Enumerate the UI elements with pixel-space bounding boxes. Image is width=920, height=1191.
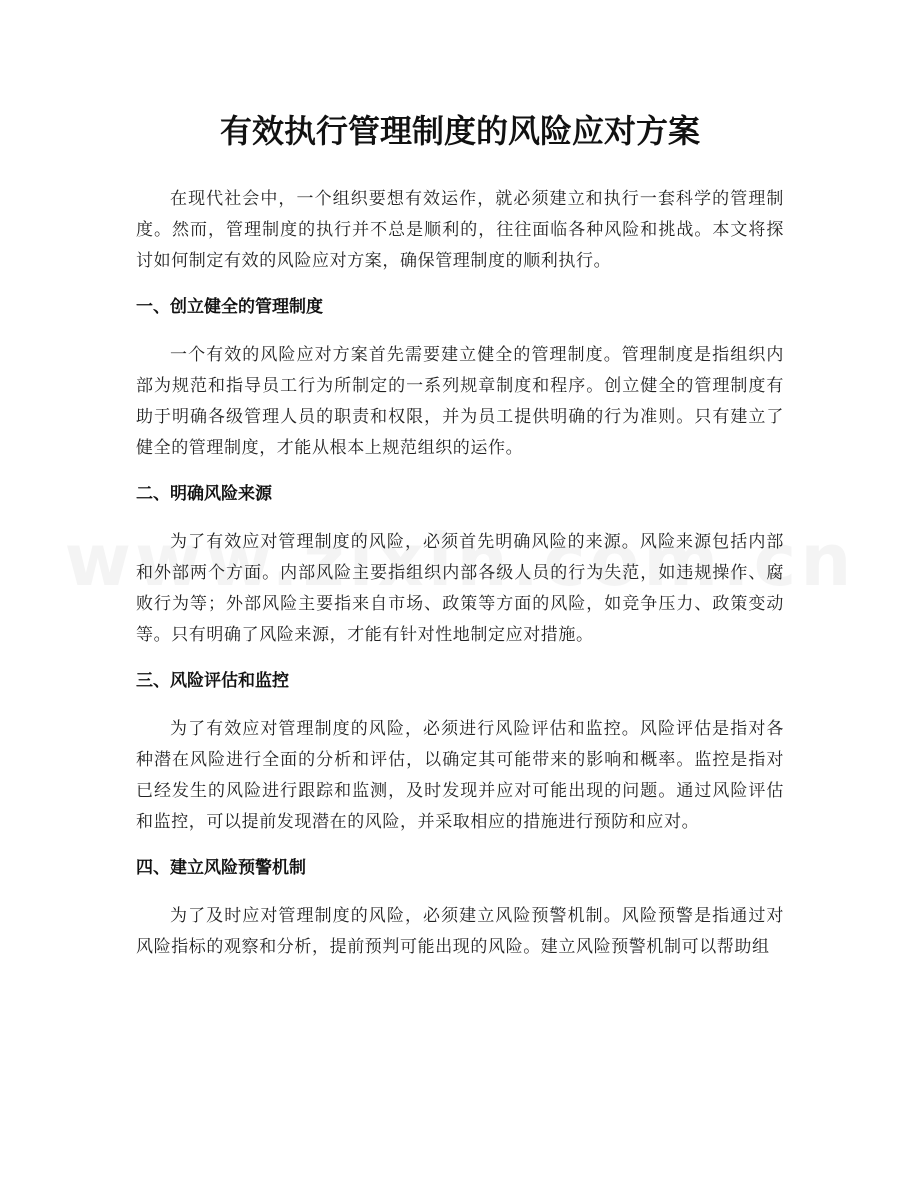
section-heading: 三、风险评估和监控 bbox=[136, 671, 289, 691]
section-paragraph: 一个有效的风险应对方案首先需要建立健全的管理制度。管理制度是指组织内部为规范和指导员工行为所制定的一系列规章制度和程序。创立健全的管理制度有助于明确各级管理人员的职责和权限，并为员工提供明确的行为准则。只有建立了健全的管理制度，才能从根本上规范组织的运作。 bbox=[136, 345, 784, 458]
section-heading: 四、建立风险预警机制 bbox=[136, 858, 306, 878]
section-paragraph: 为了有效应对管理制度的风险，必须首先明确风险的来源。风险来源包括内部和外部两个方面。内部风险主要指组织内部各级人员的行为失范，如违规操作、腐败行为等；外部风险主要指来自市场、政策等方面的风险，如竞争压力、政策变动等。只有明确了风险来源，才能有针对性地制定应对措施。 bbox=[136, 532, 784, 645]
section-paragraph: 为了及时应对管理制度的风险，必须建立风险预警机制。风险预警是指通过对风险指标的观察和分析，提前预判可能出现的风险。建立风险预警机制可以帮助组 bbox=[136, 906, 784, 957]
document-title: 有效执行管理制度的风险应对方案 bbox=[219, 112, 700, 150]
section-paragraph: 为了有效应对管理制度的风险，必须进行风险评估和监控。风险评估是指对各种潜在风险进行全面的分析和评估，以确定其可能带来的影响和概率。监控是指对已经发生的风险进行跟踪和监测，及时发现并应对可能出现的问题。通过风险评估和监控，可以提前发现潜在的风险，并采取相应的措施进行预防和应对。 bbox=[136, 719, 784, 832]
intro-paragraph: 在现代社会中，一个组织要想有效运作，就必须建立和执行一套科学的管理制度。然而，管理制度的执行并不总是顺利的，往往面临各种风险和挑战。本文将探讨如何制定有效的风险应对方案，确保管理制度的顺利执行。 bbox=[136, 189, 784, 271]
document-body bbox=[136, 184, 784, 980]
section-heading: 一、创立健全的管理制度 bbox=[136, 297, 323, 317]
section-heading: 二、明确风险来源 bbox=[136, 484, 272, 504]
